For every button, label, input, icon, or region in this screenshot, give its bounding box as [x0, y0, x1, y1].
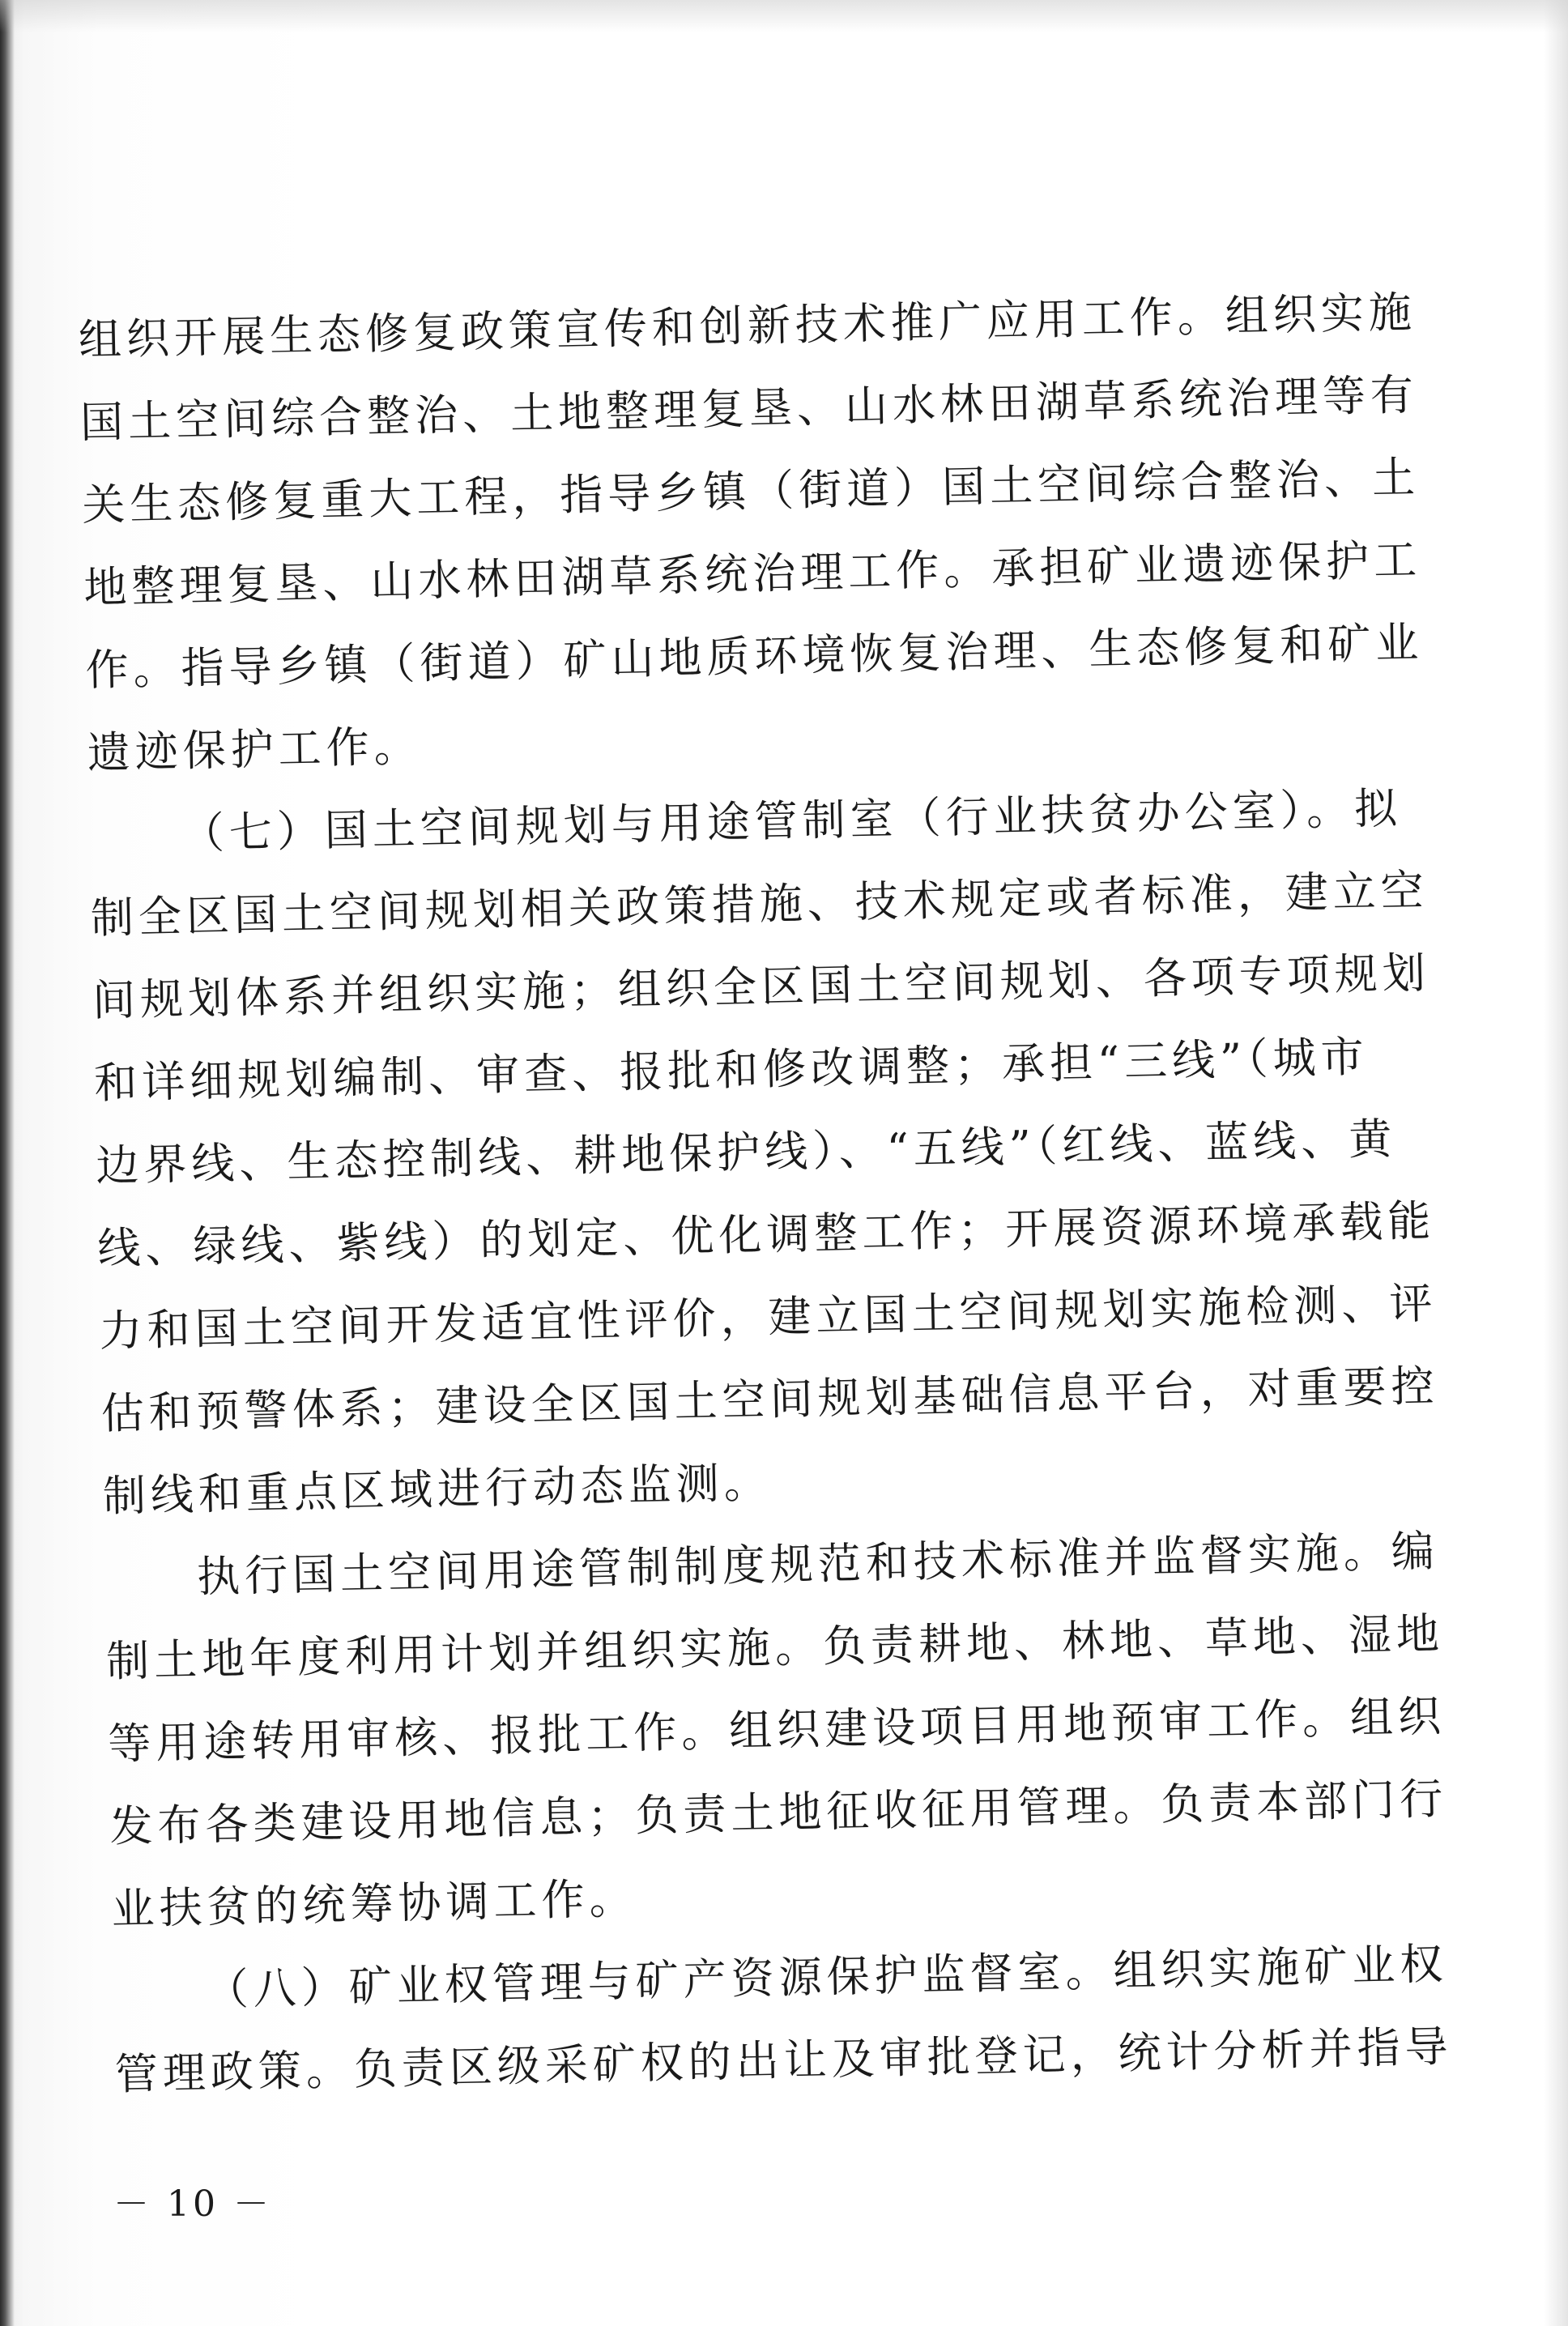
paragraph-2-line-9: 制线和重点区域进行动态监测。: [102, 1458, 773, 1522]
paragraph-2-line-7: 力和国土空间开发适宜性评价，建立国土空间规划实施检测、评: [99, 1279, 1438, 1357]
paragraph-1-line-5: 作。指导乡镇（街道）矿山地质环境恢复治理、生态修复和矿业: [84, 618, 1424, 696]
right-shade: [1544, 0, 1568, 2326]
paragraph-2-line-5: 边界线、生态控制线、耕地保护线）、“五线”（红线、蓝线、黄: [95, 1114, 1397, 1191]
page-number: － 10 －: [113, 2183, 272, 2225]
top-shade: [0, 0, 1568, 32]
page-edge-shadow: [0, 0, 15, 2326]
paragraph-3-line-4: 发布各类建设用地信息；负责土地征收征用管理。负责本部门行: [109, 1774, 1448, 1852]
paragraph-3-line-3: 等用途转用审核、报批工作。组织建设项目用地预审工作。组织: [107, 1692, 1447, 1770]
paragraph-1-line-4: 地整理复垦、山水林田湖草系统治理工作。承担矿业遗迹保护工: [83, 535, 1422, 613]
body-text: [78, 273, 1454, 2116]
paragraph-1-line-2: 国土空间综合整治、土地整理复垦、山水林田湖草系统治理等有: [79, 370, 1419, 448]
paragraph-1-line-6: 遗迹保护工作。: [87, 722, 423, 778]
paragraph-3-line-1: 执行国土空间用途管制制度规范和技术标准并监督实施。编: [196, 1527, 1440, 1603]
paragraph-1-line-1: 组织开展生态修复政策宣传和创新技术推广应用工作。组织实施: [78, 288, 1417, 365]
paragraph-2-line-1: （七）国土空间规划与用途管制室（行业扶贫办公室）。拟: [181, 783, 1403, 859]
paragraph-1-line-3: 关生态修复重大工程，指导乡镇（街道）国土空间综合整治、土: [81, 453, 1421, 530]
paragraph-2-line-3: 间规划体系并组织实施；组织全区国土空间规划、各项专项规划: [92, 948, 1431, 1026]
paragraph-4-line-2: 管理政策。负责区级采矿权的出让及审批登记，统计分析并指导: [114, 2021, 1454, 2100]
paragraph-4-line-1: （八）矿业权管理与矿产资源保护监督室。组织实施矿业权: [205, 1940, 1449, 2016]
paragraph-3-line-5: 业扶贫的统筹协调工作。: [111, 1873, 638, 1935]
paragraph-3-line-2: 制土地年度利用计划并组织实施。负责耕地、林地、草地、湿地: [105, 1609, 1445, 1687]
paragraph-2-line-4: 和详细规划编制、审查、报批和修改调整；承担“三线”（城市: [93, 1032, 1370, 1109]
paragraph-2-line-2: 制全区国土空间规划相关政策措施、技术规定或者标准，建立空: [90, 866, 1430, 944]
paragraph-2-line-6: 线、绿线、紫线）的划定、优化调整工作；开展资源环境承载能: [96, 1196, 1436, 1274]
paragraph-2-line-8: 估和预警体系；建设全区国土空间规划基础信息平台，对重要控: [100, 1361, 1440, 1439]
